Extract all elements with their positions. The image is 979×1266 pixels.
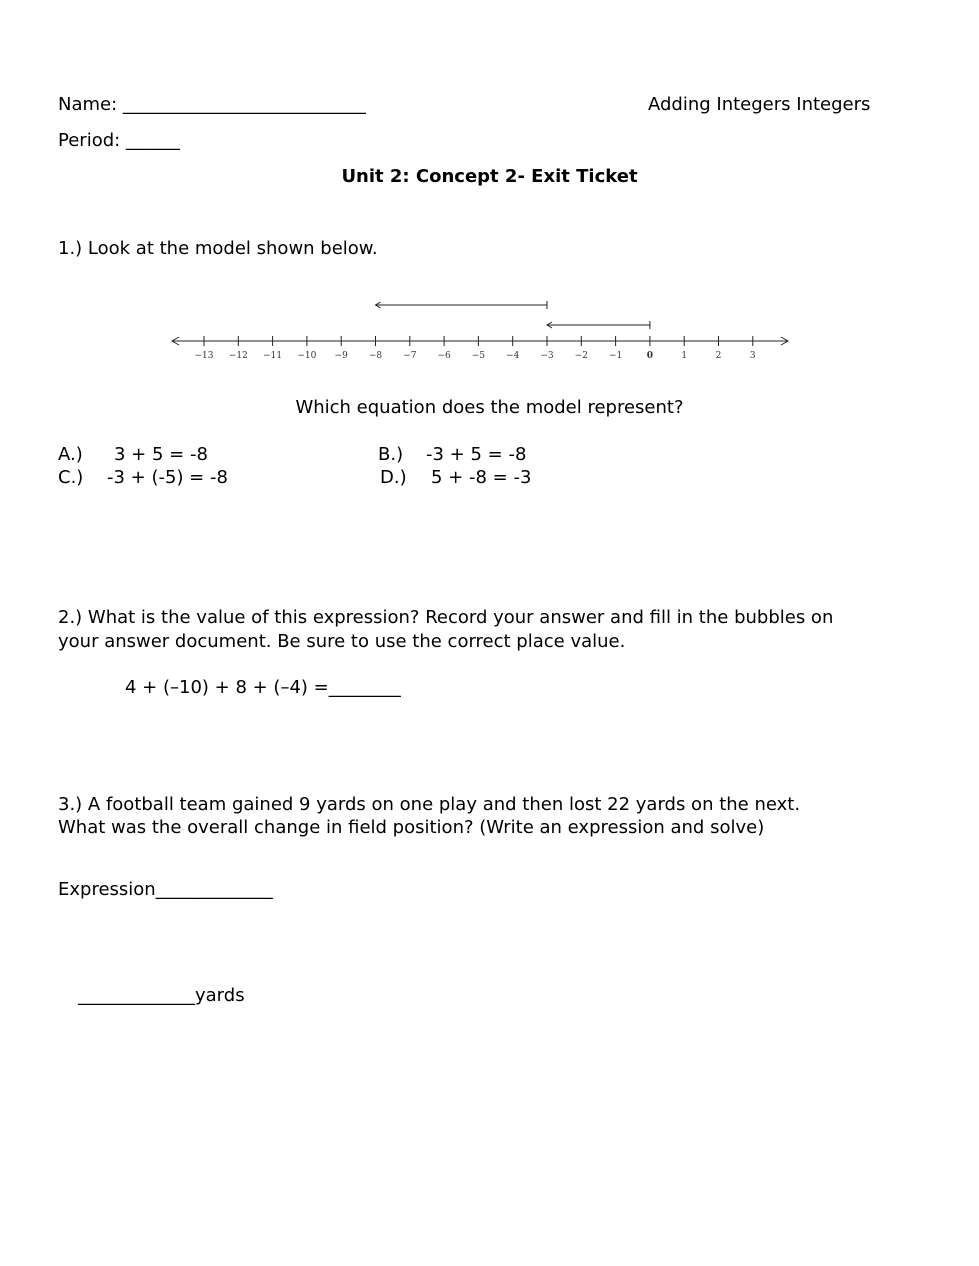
q3-answer-field[interactable]: _____________yards [78,985,245,1006]
tick-label: −12 [228,351,248,361]
tick-label: −7 [403,351,417,361]
choice-c-label: C.) [58,467,84,488]
q2-prompt-line2: your answer document. Be sure to use the correct place value. [58,631,626,652]
q2-prompt-line1: 2.) What is the value of this expression? Record your answer and fill in the bubbles on [58,607,834,628]
tick-label: 0 [646,351,654,361]
page-title: Unit 2: Concept 2- Exit Ticket [341,166,638,187]
tick-label: −5 [471,351,486,361]
choice-b[interactable] [378,444,526,465]
topic-label: Adding Integers Integers [648,94,871,115]
q1-question: Which equation does the model represent? [295,397,684,418]
choice-c-text: -3 + (-5) = -8 [107,467,228,488]
tick-label: 1 [681,351,688,361]
q3-prompt-line1: 3.) A football team gained 9 yards on one play and then lost 22 yards on the next. [58,794,801,815]
period-field[interactable]: Period: ______ [58,130,180,151]
tick-label: −4 [506,351,520,361]
tick-label: −3 [540,351,554,361]
tick-label: −10 [297,351,317,361]
choice-a-label: A.) [58,444,83,465]
tick-label: −11 [263,351,283,361]
tick-label: −13 [194,351,214,361]
tick-label: −6 [437,351,451,361]
tick-label: −1 [608,351,623,361]
tick-label: −9 [334,351,348,361]
choice-d-label: D.) [380,467,407,488]
tick-label: −2 [574,351,588,361]
number-line-model [160,285,800,370]
choice-b-label: B.) [378,444,404,465]
tick-label: 2 [715,351,722,361]
tick-label: 3 [749,351,756,361]
q2-expression[interactable]: 4 + (–10) + 8 + (–4) =________ [125,677,401,698]
choice-d[interactable] [380,467,531,488]
choice-d-text: 5 + -8 = -3 [431,467,532,488]
q1-prompt: 1.) Look at the model shown below. [58,238,378,259]
choice-b-text: -3 + 5 = -8 [426,444,527,465]
choice-a-text: 3 + 5 = -8 [114,444,208,465]
choice-c[interactable] [58,467,228,488]
q3-expression-field[interactable]: Expression_____________ [58,879,273,900]
choice-a[interactable] [58,444,208,465]
tick-label: −8 [368,351,383,361]
name-field[interactable]: Name: ___________________________ [58,94,366,115]
q3-prompt-line2: What was the overall change in field position? (Write an expression and solve) [58,817,765,838]
